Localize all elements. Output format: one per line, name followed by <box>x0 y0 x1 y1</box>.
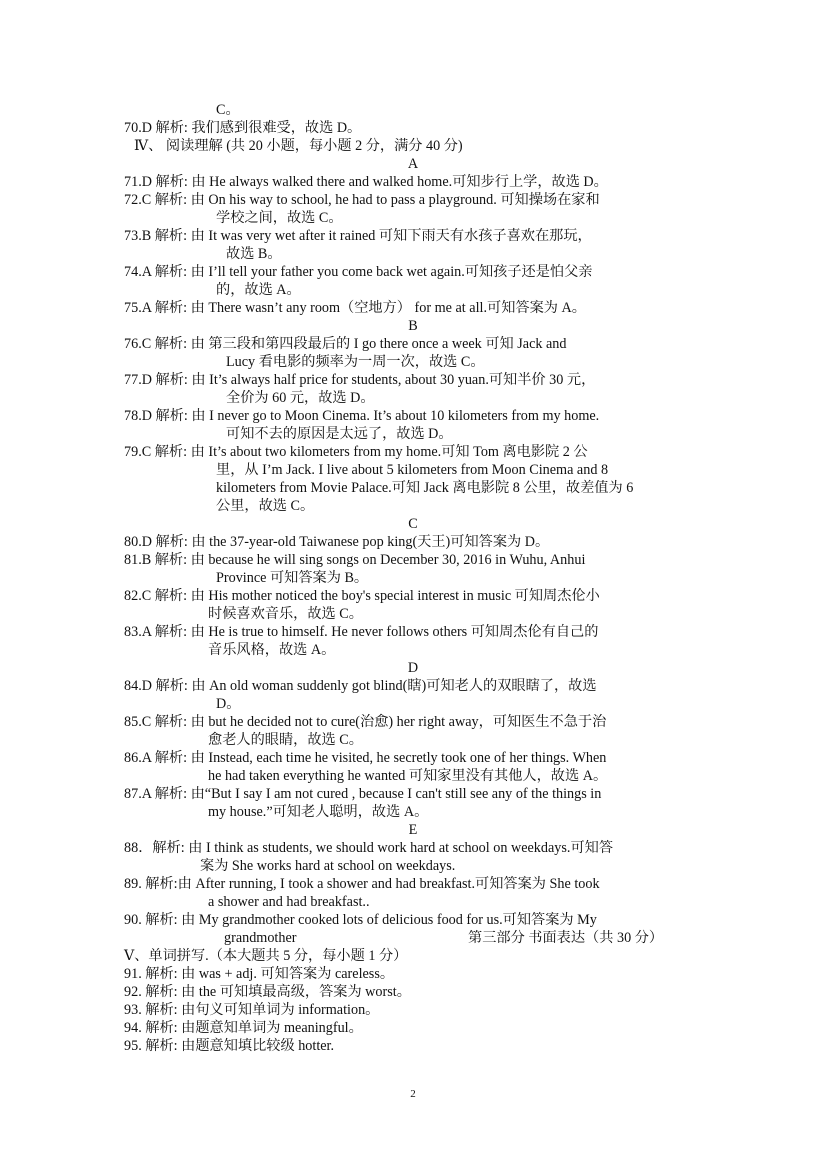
text-line: kilometers from Movie Palace.可知 Jack 离电影院 8 公里，故差值为 6 <box>216 480 634 496</box>
text-line: a shower and had breakfast.. <box>208 894 370 910</box>
text-line: 79.C 解析: 由 It’s about two kilometers from my home.可知 Tom 离电影院 2 公 <box>124 444 588 460</box>
text-line: my house.”可知老人聪明，故选 A。 <box>208 804 429 820</box>
text-line: Province 可知答案为 B。 <box>216 570 369 586</box>
text-line: 里，从 I’m Jack. I live about 5 kilometers from Moon Cinema and 8 <box>216 462 609 478</box>
text-line: 80.D 解析: 由 the 37-year-old Taiwanese pop king(天王)可知答案为 D。 <box>124 534 550 550</box>
passage-label-a: A <box>407 156 419 172</box>
text-line: 全价为 60 元，故选 D。 <box>226 390 375 406</box>
text-line: 78.D 解析: 由 I never go to Moon Cinema. It’s about 10 kilometers from my home. <box>124 408 600 424</box>
text-line: 74.A 解析: 由 I’ll tell your father you come back wet again.可知孩子还是怕父亲 <box>124 264 593 280</box>
part-heading: 第三部分 书面表达（共 30 分） <box>468 930 664 946</box>
page-number: 2 <box>410 1088 416 1100</box>
passage-label-b: B <box>408 318 418 334</box>
passage-label-c: C <box>408 516 418 532</box>
text-line: 学校之间，故选 C。 <box>216 210 343 226</box>
text-line: 90. 解析: 由 My grandmother cooked lots of delicious food for us.可知答案为 My <box>124 912 597 928</box>
text-line: 88．解析: 由 I think as students, we should work hard at school on weekdays.可知答 <box>124 840 614 856</box>
text-line: 73.B 解析: 由 It was very wet after it rained 可知下雨天有水孩子喜欢在那玩， <box>124 228 592 244</box>
text-line: 92. 解析: 由 the 可知填最高级，答案为 worst。 <box>124 984 411 1000</box>
text-line: 公里，故选 C。 <box>216 498 315 514</box>
text-line: 77.D 解析: 由 It’s always half price for students, about 30 yuan.可知半价 30 元， <box>124 372 596 388</box>
text-line: 81.B 解析: 由 because he will sing songs on December 30, 2016 in Wuhu, Anhui <box>124 552 586 568</box>
text-line: 的，故选 A。 <box>216 282 301 298</box>
text-line: 76.C 解析: 由 第三段和第四段最后的 I go there once a week 可知 Jack and <box>124 336 567 352</box>
text-line: 86.A 解析: 由 Instead, each time he visited, he secretly took one of her things. When <box>124 750 607 766</box>
text-line: 95. 解析: 由题意知填比较级 hotter. <box>124 1038 335 1054</box>
text-line: C。 <box>216 102 240 118</box>
text-line: grandmother <box>224 930 297 946</box>
passage-label-d: D <box>407 660 419 676</box>
text-line: 91. 解析: 由 was + adj. 可知答案为 careless。 <box>124 966 395 982</box>
section-heading: Ⅴ、单词拼写.（本大题共 5 分，每小题 1 分） <box>124 948 408 964</box>
section-heading: Ⅳ、 阅读理解 (共 20 小题，每小题 2 分，满分 40 分) <box>134 138 463 154</box>
text-line: 音乐风格，故选 A。 <box>208 642 336 658</box>
text-line: 71.D 解析: 由 He always walked there and walked home.可知步行上学，故选 D。 <box>124 174 608 190</box>
text-line: 72.C 解析: 由 On his way to school, he had to pass a playground. 可知操场在家和 <box>124 192 600 208</box>
text-line: 93. 解析: 由句义可知单词为 information。 <box>124 1002 380 1018</box>
text-line: 94. 解析: 由题意知单词为 meaningful。 <box>124 1020 363 1036</box>
text-line: 愈老人的眼睛，故选 C。 <box>208 732 363 748</box>
text-line: D。 <box>216 696 241 712</box>
text-line: 87.A 解析: 由“But I say I am not cured , because I can't still see any of the things in <box>124 786 602 802</box>
text-line: 89. 解析:由 After running, I took a shower and had breakfast.可知答案为 She took <box>124 876 600 892</box>
text-line: 70.D 解析: 我们感到很难受，故选 D。 <box>124 120 362 136</box>
text-line: 时候喜欢音乐，故选 C。 <box>208 606 363 622</box>
text-line: 75.A 解析: 由 There wasn’t any room（空地方） for me at all.可知答案为 A。 <box>124 300 586 316</box>
text-line: 85.C 解析: 由 but he decided not to cure(治愈) her right away，可知医生不急于治 <box>124 714 607 730</box>
text-line: 可知不去的原因是太远了，故选 D。 <box>226 426 453 442</box>
text-line: 83.A 解析: 由 He is true to himself. He never follows others 可知周杰伦有自己的 <box>124 624 599 640</box>
text-line: he had taken everything he wanted 可知家里没有其他人，故选 A。 <box>208 768 608 784</box>
text-line: 案为 She works hard at school on weekdays. <box>200 858 456 874</box>
passage-label-e: E <box>408 822 418 838</box>
text-line: Lucy 看电影的频率为一周一次，故选 C。 <box>226 354 485 370</box>
text-line: 82.C 解析: 由 His mother noticed the boy's special interest in music 可知周杰伦小 <box>124 588 600 604</box>
text-line: 84.D 解析: 由 An old woman suddenly got blind(瞎)可知老人的双眼瞎了，故选 <box>124 678 597 694</box>
text-line: 故选 B。 <box>226 246 282 262</box>
